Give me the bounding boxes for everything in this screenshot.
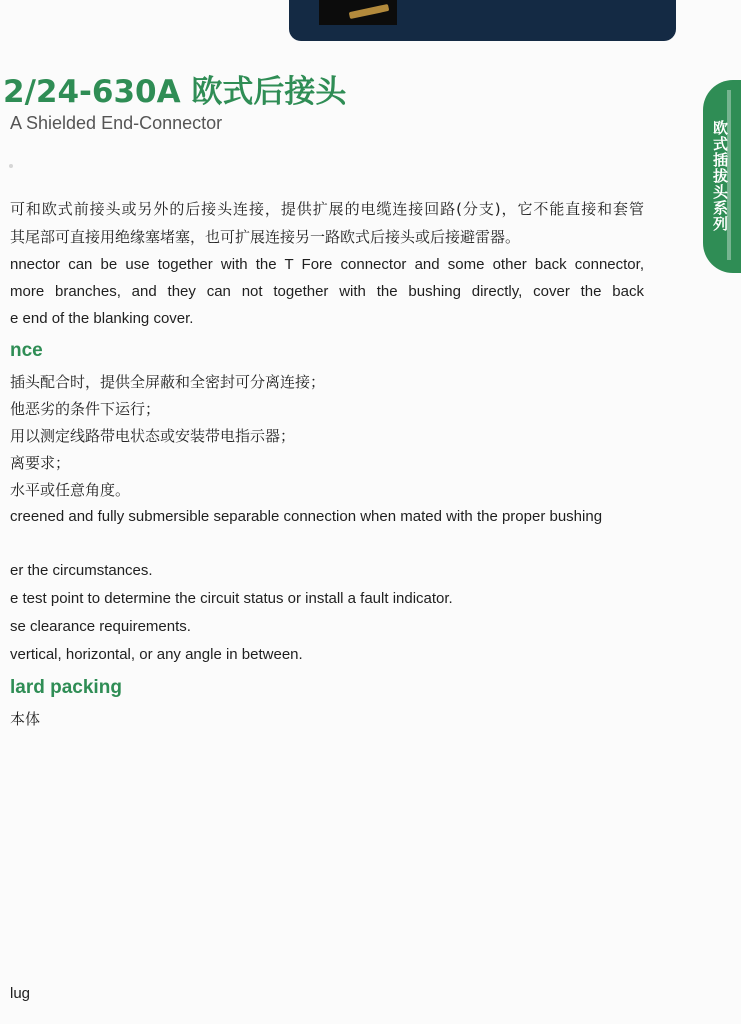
performance-en-line: se clearance requirements. [10,618,191,635]
performance-en-line: er the circumstances. [10,562,153,579]
intro-cn-line: 可和欧式前接头或另外的后接头连接，提供扩展的电缆连接回路(分支)，它不能直接和套管 [10,200,644,218]
performance-cn-line: 他恶劣的条件下运行； [10,400,161,418]
top-product-banner [289,0,676,41]
performance-cn-line: 用以测定线路带电状态或安装带电指示器； [10,427,296,445]
footer-text: lug [10,985,31,1002]
product-photo [319,0,397,25]
performance-en-line: vertical, horizontal, or any angle in between. [10,646,303,663]
intro-en-line: more branches, and they can not together with the bushing directly, cover the back [10,283,644,300]
intro-en-line: e end of the blanking cover. [10,310,194,327]
page-title: 2/24-630A 欧式后接头 [3,74,347,110]
packing-heading: lard packing [10,677,122,698]
performance-cn-line: 插头配合时，提供全屏蔽和全密封可分离连接； [10,373,326,391]
performance-en-line: e test point to determine the circuit status or install a fault indicator. [10,590,453,607]
performance-cn-line: 离要求； [10,454,71,472]
intro-en-line: nnector can be use together with the T Fore connector and some other back connector, [10,256,644,273]
product-photo-detail [349,4,390,19]
side-category-tab[interactable] [703,80,741,273]
performance-en-line: creened and fully submersible separable connection when mated with the proper bushing [10,508,603,525]
performance-heading: nce [10,340,43,361]
performance-cn-line: 水平或任意角度。 [10,481,131,499]
packing-cn-line: 本体 [10,710,41,728]
bullet-dot [9,164,13,168]
side-tab-label: 欧式插拔头系列 [713,119,729,233]
intro-cn-line: 其尾部可直接用绝缘塞堵塞，也可扩展连接另一路欧式后接头或后接避雷器。 [10,228,521,246]
page-subtitle: A Shielded End-Connector [10,113,223,133]
